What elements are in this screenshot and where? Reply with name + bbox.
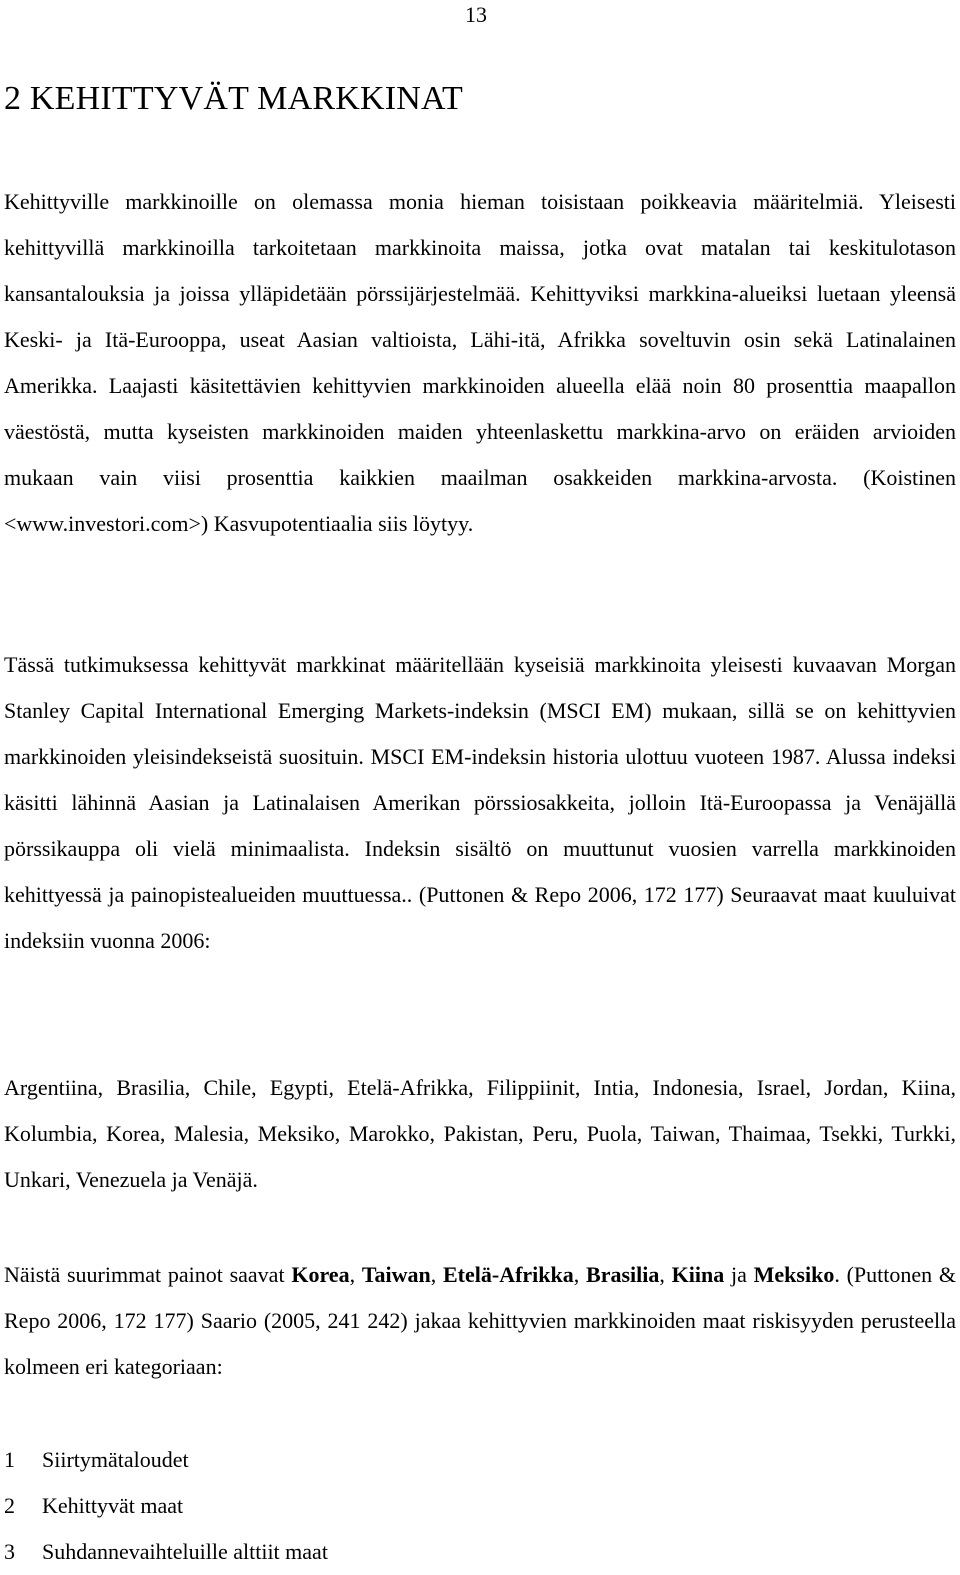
- country-kiina: Kiina: [671, 1262, 725, 1287]
- country-brasilia: Brasilia: [586, 1262, 660, 1287]
- country-etela-afrikka: Etelä-Afrikka: [443, 1262, 574, 1287]
- list-item: [4, 1437, 328, 1483]
- country-taiwan: Taiwan: [361, 1262, 431, 1287]
- list-item-label: Suhdannevaihteluille alttiit maat: [42, 1539, 328, 1564]
- paragraph-msci-definition: Tässä tutkimuksessa kehittyvät markkinat määritellään kyseisiä markkinoita yleisesti kuvaavan Morgan Stanley Capital International Emerging Markets-indeksin (MSCI EM) mukaan, sillä se on kehittyvien markkinoiden yleisindekseistä suosituin. MSCI EM-indeksin historia ulottuu vuoteen 1987. Alussa indeksi käsitti lähinnä Aasian ja Latinalaisen Amerikan pörssiosakkeita, jolloin Itä-Euroopassa ja Venäjällä pörssikauppa oli vielä minimaalista. Indeksin sisältö on muuttunut vuosien varrella markkinoiden kehittyessä ja painopistealueiden muuttuessa.. (Puttonen & Repo 2006, 172 177) Seuraavat maat kuuluivat indeksiin vuonna 2006:: [4, 652, 956, 953]
- list-item-number: 1: [4, 1447, 15, 1472]
- paragraph-largest-weights: Näistä suurimmat painot saavat Korea, Taiwan, Etelä-Afrikka, Brasilia, Kiina ja Meksiko. (Puttonen & Repo 2006, 172 177) Saario (2005, 241 242) jakaa kehittyvien markkinoiden maat riskisyyden perusteella kolmeen eri kategoriaan:: [4, 1262, 957, 1379]
- list-item-label: Kehittyvät maat: [42, 1493, 184, 1518]
- weights-tail: . (Puttonen & Repo 2006, 172 177) Saario (2005, 241 242) jakaa kehittyvien markkinoiden maat riskisyyden perusteella kolmeen eri kategoriaan:: [4, 1262, 957, 1379]
- country-meksiko: Meksiko: [753, 1262, 835, 1287]
- weights-intro: Näistä suurimmat painot saavat: [4, 1262, 285, 1287]
- list-item-number: 3: [4, 1539, 15, 1564]
- list-item: [4, 1529, 328, 1575]
- chapter-title: 2 KEHITTYVÄT MARKKINAT: [4, 80, 463, 117]
- page-number: 13: [465, 2, 487, 27]
- list-item-number: 2: [4, 1493, 15, 1518]
- list-item-label: Siirtymätaloudet: [42, 1447, 189, 1472]
- category-list: [4, 1437, 328, 1575]
- list-item: [4, 1483, 328, 1529]
- paragraph-intro: Kehittyville markkinoille on olemassa monia hieman toisistaan poikkeavia määritelmiä. Yleisesti kehittyvillä markkinoilla tarkoitetaan markkinoita maissa, jotka ovat matalan tai keskitulotason kansantalouksia ja joissa ylläpidetään pörssijärjestelmää. Kehittyviksi markkina-alueiksi luetaan yleensä Keski- ja Itä-Eurooppa, useat Aasian valtioista, Lähi-itä, Afrikka soveltuvin osin sekä Latinalainen Amerikka. Laajasti käsitettävien kehittyvien markkinoiden alueella elää noin 80 prosenttia maapallon väestöstä, mutta kyseisten markkinoiden maiden yhteenlaskettu markkina-arvo on eräiden arvioiden mukaan vain viisi prosenttia kaikkien maailman osakkeiden markkina-arvosta. (Koistinen <www.investori.com>) Kasvupotentiaalia siis löytyy.: [4, 189, 956, 536]
- paragraph-country-list: Argentiina, Brasilia, Chile, Egypti, Etelä-Afrikka, Filippiinit, Intia, Indonesia, Israel, Jordan, Kiina, Kolumbia, Korea, Malesia, Meksiko, Marokko, Pakistan, Peru, Puola, Taiwan, Thaimaa, Tsekki, Turkki, Unkari, Venezuela ja Venäjä.: [4, 1075, 956, 1192]
- country-korea: Korea: [291, 1262, 350, 1287]
